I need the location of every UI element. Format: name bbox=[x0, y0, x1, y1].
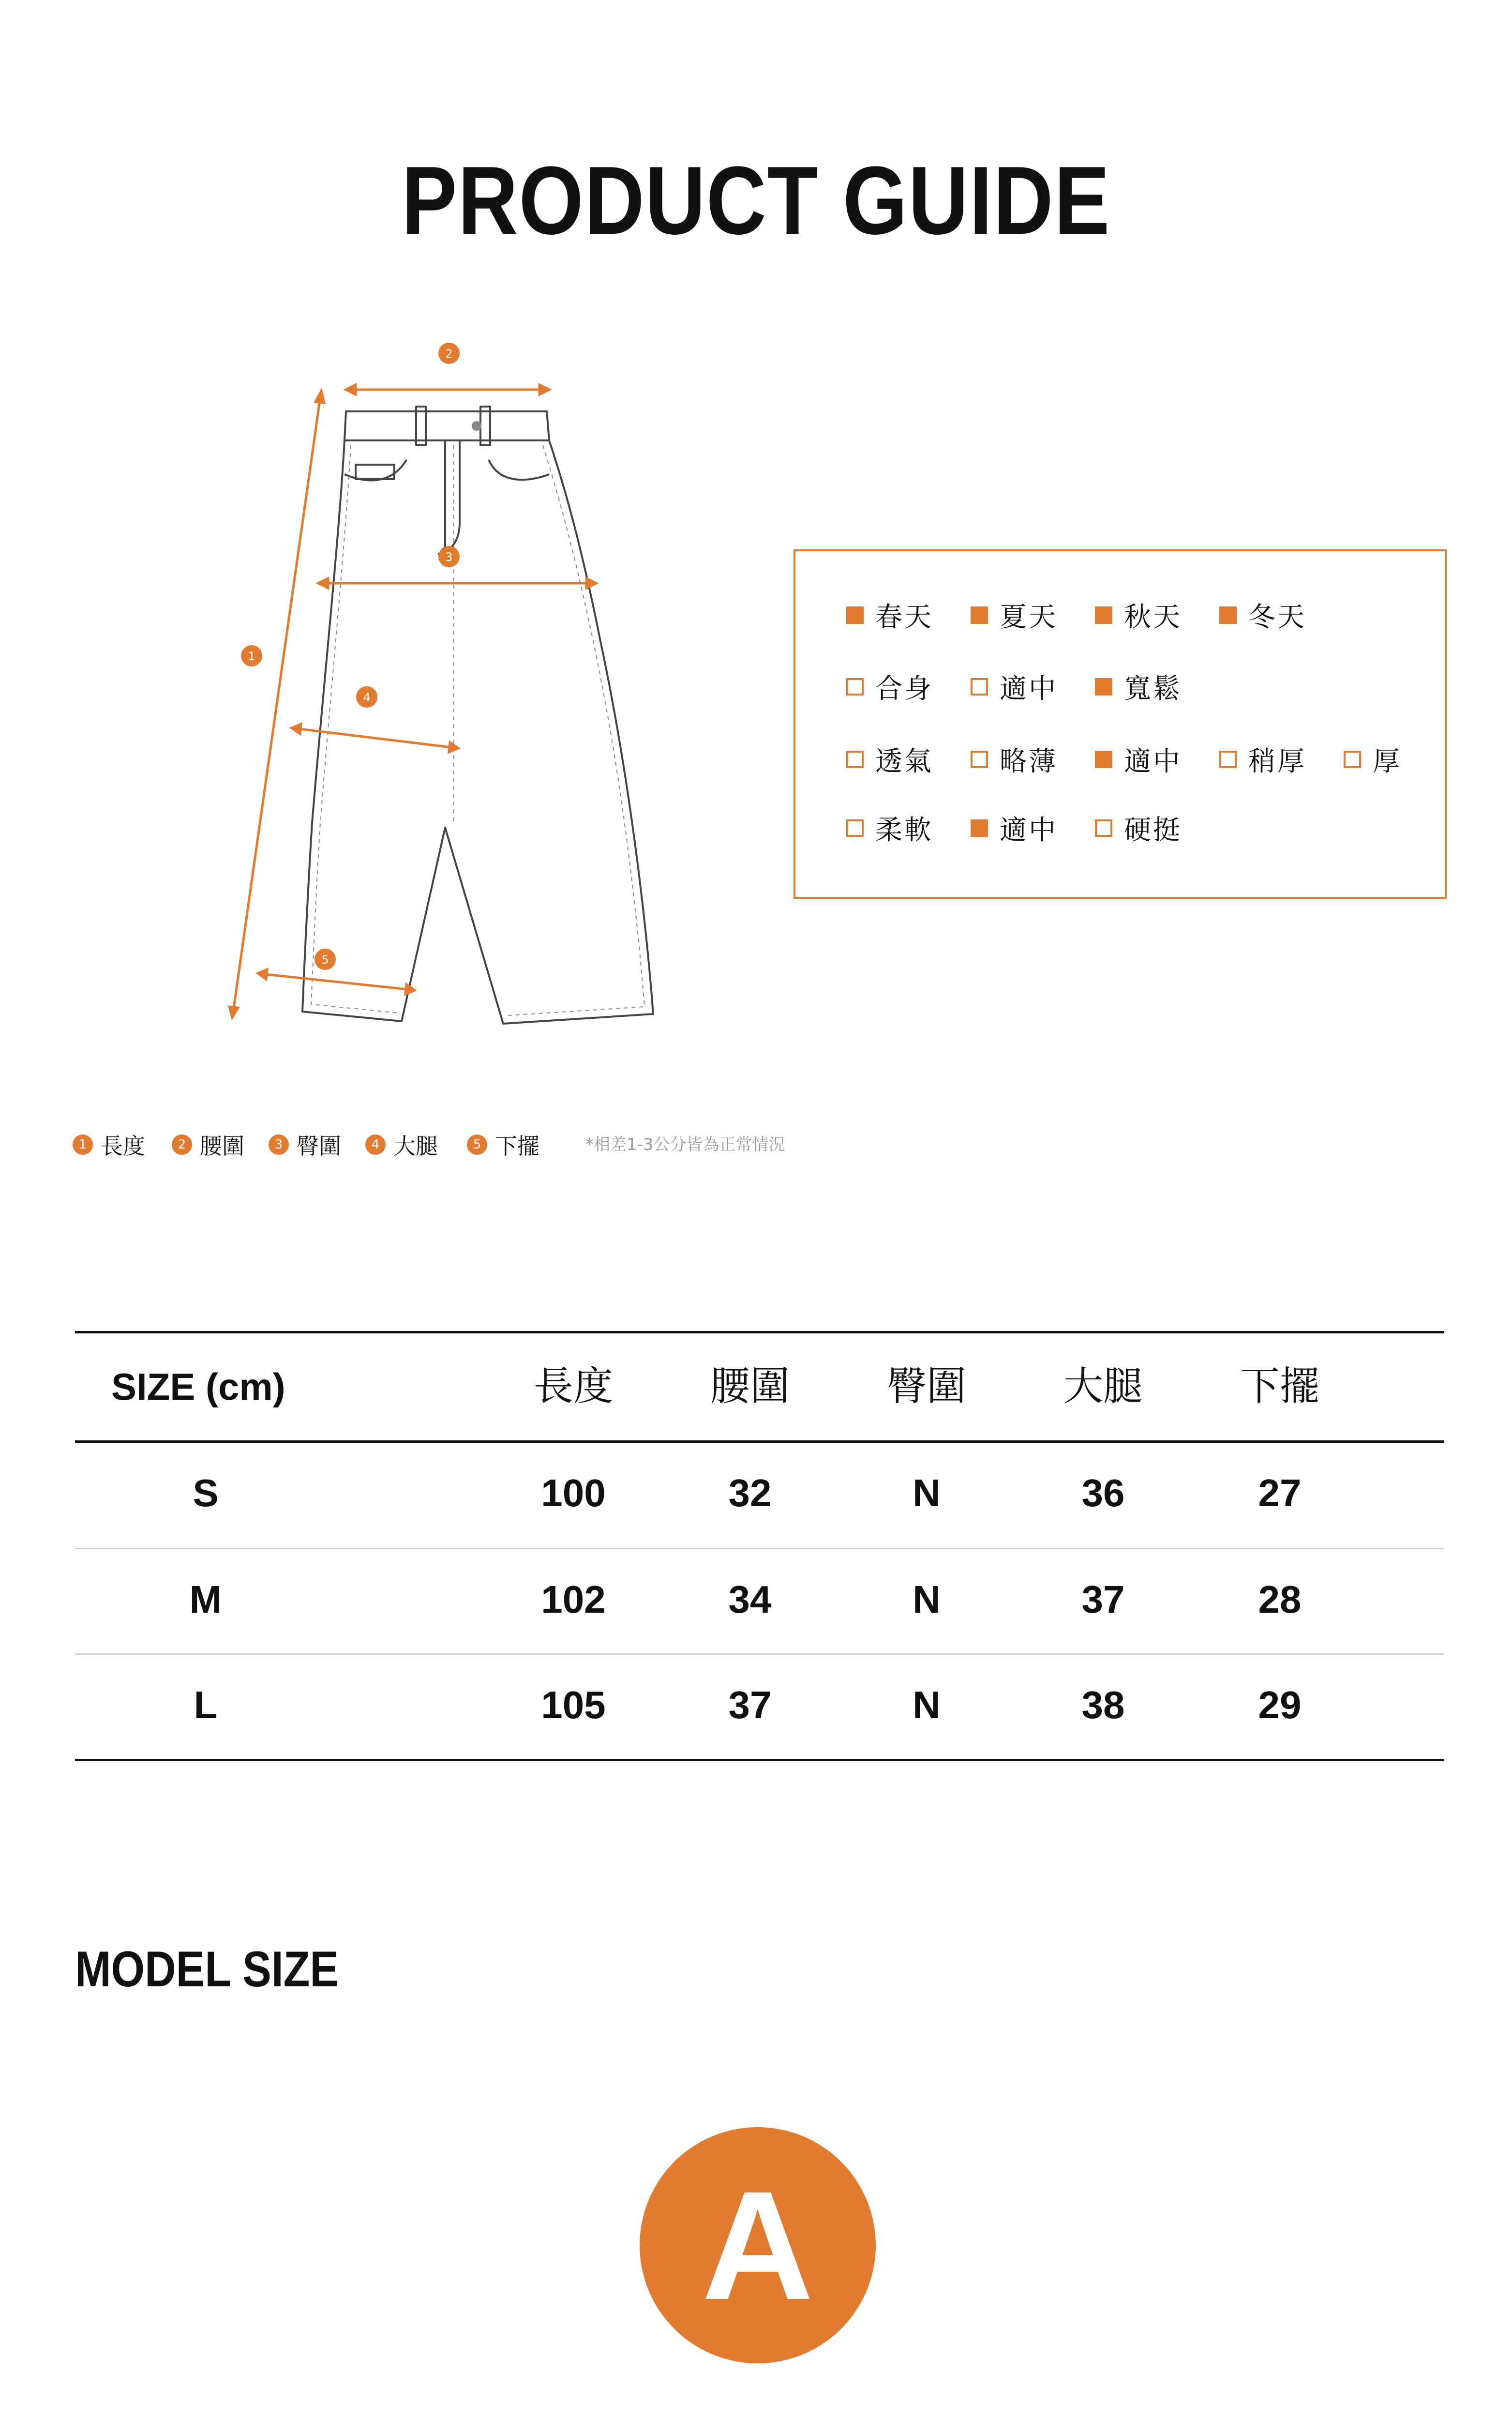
unchecked-box-icon bbox=[971, 678, 988, 696]
legend-number-icon: 3 bbox=[269, 1134, 289, 1155]
legend-label: 下擺 bbox=[495, 1133, 539, 1159]
option-texture-1 bbox=[971, 809, 1058, 847]
legend-item bbox=[73, 1128, 145, 1162]
legend-number-icon: 4 bbox=[365, 1134, 386, 1155]
option-label: 略薄 bbox=[1000, 746, 1058, 777]
option-season-1 bbox=[971, 596, 1058, 635]
table-cell: 34 bbox=[728, 1578, 772, 1621]
option-season-3 bbox=[1219, 596, 1306, 635]
checked-box-icon bbox=[1219, 606, 1237, 624]
option-label: 冬天 bbox=[1248, 602, 1306, 633]
table-header-cell: 下擺 bbox=[1240, 1363, 1319, 1409]
marker-2-label: 2 bbox=[445, 347, 453, 361]
option-texture-2 bbox=[1095, 809, 1182, 847]
table-cell: 27 bbox=[1258, 1471, 1302, 1514]
measurement-legend bbox=[73, 1128, 1427, 1162]
table-cell: 102 bbox=[541, 1578, 606, 1621]
size-label-cell: L bbox=[194, 1683, 218, 1726]
unchecked-box-icon bbox=[846, 751, 864, 768]
table-row-divider bbox=[75, 1653, 1444, 1655]
legend-item bbox=[172, 1128, 244, 1162]
option-label: 寬鬆 bbox=[1124, 673, 1182, 705]
option-label: 適中 bbox=[1000, 815, 1058, 846]
jeans-outline-icon bbox=[208, 339, 692, 1055]
unchecked-box-icon bbox=[971, 751, 988, 768]
model-size-title: MODEL SIZE bbox=[75, 1941, 339, 1997]
checked-box-icon bbox=[1095, 606, 1112, 624]
option-label: 厚 bbox=[1373, 746, 1402, 777]
option-fit-1 bbox=[971, 667, 1058, 706]
table-header-rule bbox=[75, 1440, 1444, 1443]
checked-box-icon bbox=[971, 819, 988, 837]
table-header-cell: 大腿 bbox=[1063, 1363, 1143, 1409]
option-season-2 bbox=[1095, 596, 1182, 635]
table-row bbox=[75, 1679, 1444, 1732]
unchecked-box-icon bbox=[846, 819, 864, 837]
table-top-rule bbox=[75, 1331, 1444, 1333]
legend-number-icon: 5 bbox=[467, 1134, 487, 1155]
table-cell: N bbox=[913, 1578, 941, 1621]
option-thickness-4 bbox=[1344, 740, 1402, 779]
table-row bbox=[75, 1573, 1444, 1626]
option-label: 合身 bbox=[875, 673, 933, 705]
option-label: 適中 bbox=[1124, 746, 1182, 777]
table-cell: N bbox=[913, 1471, 941, 1514]
table-cell: 105 bbox=[541, 1683, 606, 1726]
table-cell: 29 bbox=[1258, 1683, 1302, 1726]
page-title: PRODUCT GUIDE bbox=[401, 147, 1111, 255]
table-cell: N bbox=[913, 1683, 941, 1726]
option-label: 夏天 bbox=[1000, 602, 1058, 633]
checked-box-icon bbox=[846, 606, 864, 624]
table-row bbox=[75, 1467, 1444, 1520]
table-header-row bbox=[75, 1360, 1444, 1413]
option-season-0 bbox=[846, 596, 933, 635]
marker-3-label: 3 bbox=[445, 550, 453, 564]
legend-label: 臀圍 bbox=[297, 1133, 341, 1159]
table-row-divider bbox=[75, 1548, 1444, 1549]
model-avatar bbox=[640, 2127, 876, 2363]
table-cell: 38 bbox=[1081, 1683, 1125, 1726]
legend-label: 腰圍 bbox=[200, 1133, 244, 1159]
legend-number-icon: 2 bbox=[172, 1134, 192, 1155]
option-thickness-1 bbox=[971, 740, 1058, 779]
table-cell: 28 bbox=[1258, 1578, 1302, 1621]
unchecked-box-icon bbox=[846, 678, 864, 696]
avatar-letter: A bbox=[702, 2159, 814, 2332]
unchecked-box-icon bbox=[1219, 751, 1237, 768]
table-cell: 36 bbox=[1081, 1471, 1125, 1514]
checked-box-icon bbox=[1095, 678, 1112, 696]
legend-label: 大腿 bbox=[393, 1133, 438, 1159]
marker-5-label: 5 bbox=[321, 953, 329, 967]
option-fit-0 bbox=[846, 667, 933, 706]
table-cell: 37 bbox=[728, 1683, 772, 1726]
option-label: 硬挺 bbox=[1124, 815, 1182, 846]
option-thickness-0 bbox=[846, 740, 933, 779]
checked-box-icon bbox=[971, 606, 988, 624]
option-texture-0 bbox=[846, 809, 933, 847]
attribute-box bbox=[793, 549, 1447, 899]
option-label: 透氣 bbox=[875, 746, 933, 777]
unchecked-box-icon bbox=[1095, 819, 1112, 837]
table-cell: 100 bbox=[541, 1471, 606, 1514]
option-fit-2 bbox=[1095, 667, 1182, 706]
legend-item bbox=[467, 1128, 539, 1162]
legend-item bbox=[269, 1128, 341, 1162]
marker-4-label: 4 bbox=[363, 691, 371, 704]
option-label: 稍厚 bbox=[1248, 746, 1306, 777]
option-label: 柔軟 bbox=[875, 815, 933, 846]
unchecked-box-icon bbox=[1344, 751, 1361, 768]
option-label: 適中 bbox=[1000, 673, 1058, 705]
table-header-cell: SIZE (cm) bbox=[111, 1365, 285, 1408]
checked-box-icon bbox=[1095, 751, 1112, 768]
table-header-cell: 長度 bbox=[533, 1363, 613, 1409]
option-thickness-2 bbox=[1095, 740, 1182, 779]
marker-1-label: 1 bbox=[248, 650, 255, 663]
table-cell: 37 bbox=[1081, 1578, 1125, 1621]
legend-item bbox=[365, 1128, 438, 1162]
legend-label: 長度 bbox=[101, 1133, 145, 1159]
option-label: 春天 bbox=[875, 602, 933, 633]
table-header-cell: 臀圍 bbox=[886, 1363, 966, 1409]
table-bottom-rule bbox=[75, 1759, 1444, 1761]
table-header-cell: 腰圍 bbox=[710, 1363, 790, 1409]
legend-number-icon: 1 bbox=[73, 1134, 93, 1155]
size-label-cell: S bbox=[193, 1471, 219, 1514]
table-cell: 32 bbox=[728, 1471, 772, 1514]
option-label: 秋天 bbox=[1124, 602, 1182, 633]
option-thickness-3 bbox=[1219, 740, 1306, 779]
size-label-cell: M bbox=[189, 1578, 222, 1621]
legend-note: *相差1-3公分皆為正常情況 bbox=[585, 1135, 785, 1154]
